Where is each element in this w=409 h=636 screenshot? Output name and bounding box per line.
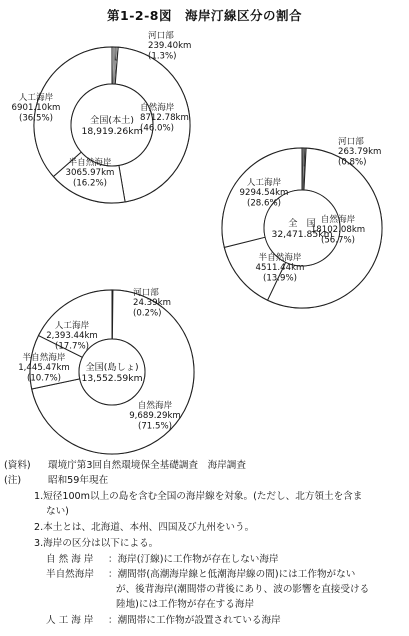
note-item-1: 1.短径100m以上の島を含む全国の海岸線を対象。(ただし、北方領土を含ま: [34, 491, 363, 502]
pie-national-label-artificial: 人工海岸 9294.54km (28.6%): [239, 178, 289, 209]
note-label: (注): [4, 475, 22, 486]
pie-national-label-semi-natural: 半自然海岸 4511.44km (13.9%): [255, 253, 305, 284]
pie-mainland-label-natural: 自然海岸 8712.78km (46.0%): [140, 103, 189, 134]
pie-islands-label-river-mouth: 河口部 24.39km (0.2%): [133, 288, 171, 319]
note-item-1-cont: ない): [46, 506, 69, 517]
pie-islands-label-natural: 自然海岸 9,689.29km (71.5%): [129, 401, 181, 432]
pie-mainland-label-river-mouth: 河口部 239.40km (1.3%): [148, 31, 192, 62]
definition-text-semi-natural-cont1: が、後背海岸(潮間帯の背後にあり、波の影響を直接受ける: [116, 584, 370, 595]
note-date: 昭和59年現在: [48, 475, 109, 486]
note-item-2: 2.本土とは、北海道、本州、四国及び九州をいう。: [34, 522, 255, 533]
pie-mainland-label-artificial: 人工海岸 6901.10km (36.5%): [11, 93, 61, 124]
pie-islands-label-semi-natural: 半自然海岸 1,445.47km (10.7%): [18, 353, 70, 384]
source-text: 環境庁第3回自然環境保全基礎調査 海岸調査: [48, 460, 246, 471]
definition-text-natural: ：海岸(汀線)に工作物が存在しない海岸: [108, 554, 279, 565]
definition-term-artificial: 人 工 海 岸: [46, 615, 94, 626]
definition-term-semi-natural: 半自然海岸: [46, 569, 94, 580]
source-label: (資料): [4, 460, 31, 471]
pie-national-label-natural: 自然海岸 18102.08km (56.7%): [310, 215, 366, 246]
notes: [0, 458, 409, 636]
note-item-3: 3.海岸の区分は以下による。: [34, 538, 159, 549]
definition-text-artificial: ：潮間帯に工作物が設置されている海岸: [108, 615, 281, 626]
definition-text-semi-natural-cont2: 陸地)には工作物が存在する海岸: [116, 599, 255, 610]
pie-mainland-center-label: 全国(本土) 18,919.26km: [81, 115, 143, 137]
definition-term-natural: 自 然 海 岸: [46, 554, 94, 565]
definition-text-semi-natural: ：潮間帯(高潮海岸線と低潮海岸線の間)には工作物がない: [108, 569, 356, 580]
figure-title: 第1-2-8図 海岸汀線区分の割合: [107, 8, 302, 23]
pie-islands-center-label: 全国(島しょ) 13,552.59km: [81, 362, 143, 384]
pie-national-label-river-mouth: 河口部 263.79km (0.8%): [338, 137, 382, 168]
pie-mainland-label-semi-natural: 半自然海岸 3065.97km (16.2%): [65, 158, 115, 189]
pie-islands-label-artificial: 人工海岸 2,393.44km (17.7%): [46, 321, 98, 352]
pie-national-center-label: 全 国 32,471.85km: [271, 218, 333, 240]
